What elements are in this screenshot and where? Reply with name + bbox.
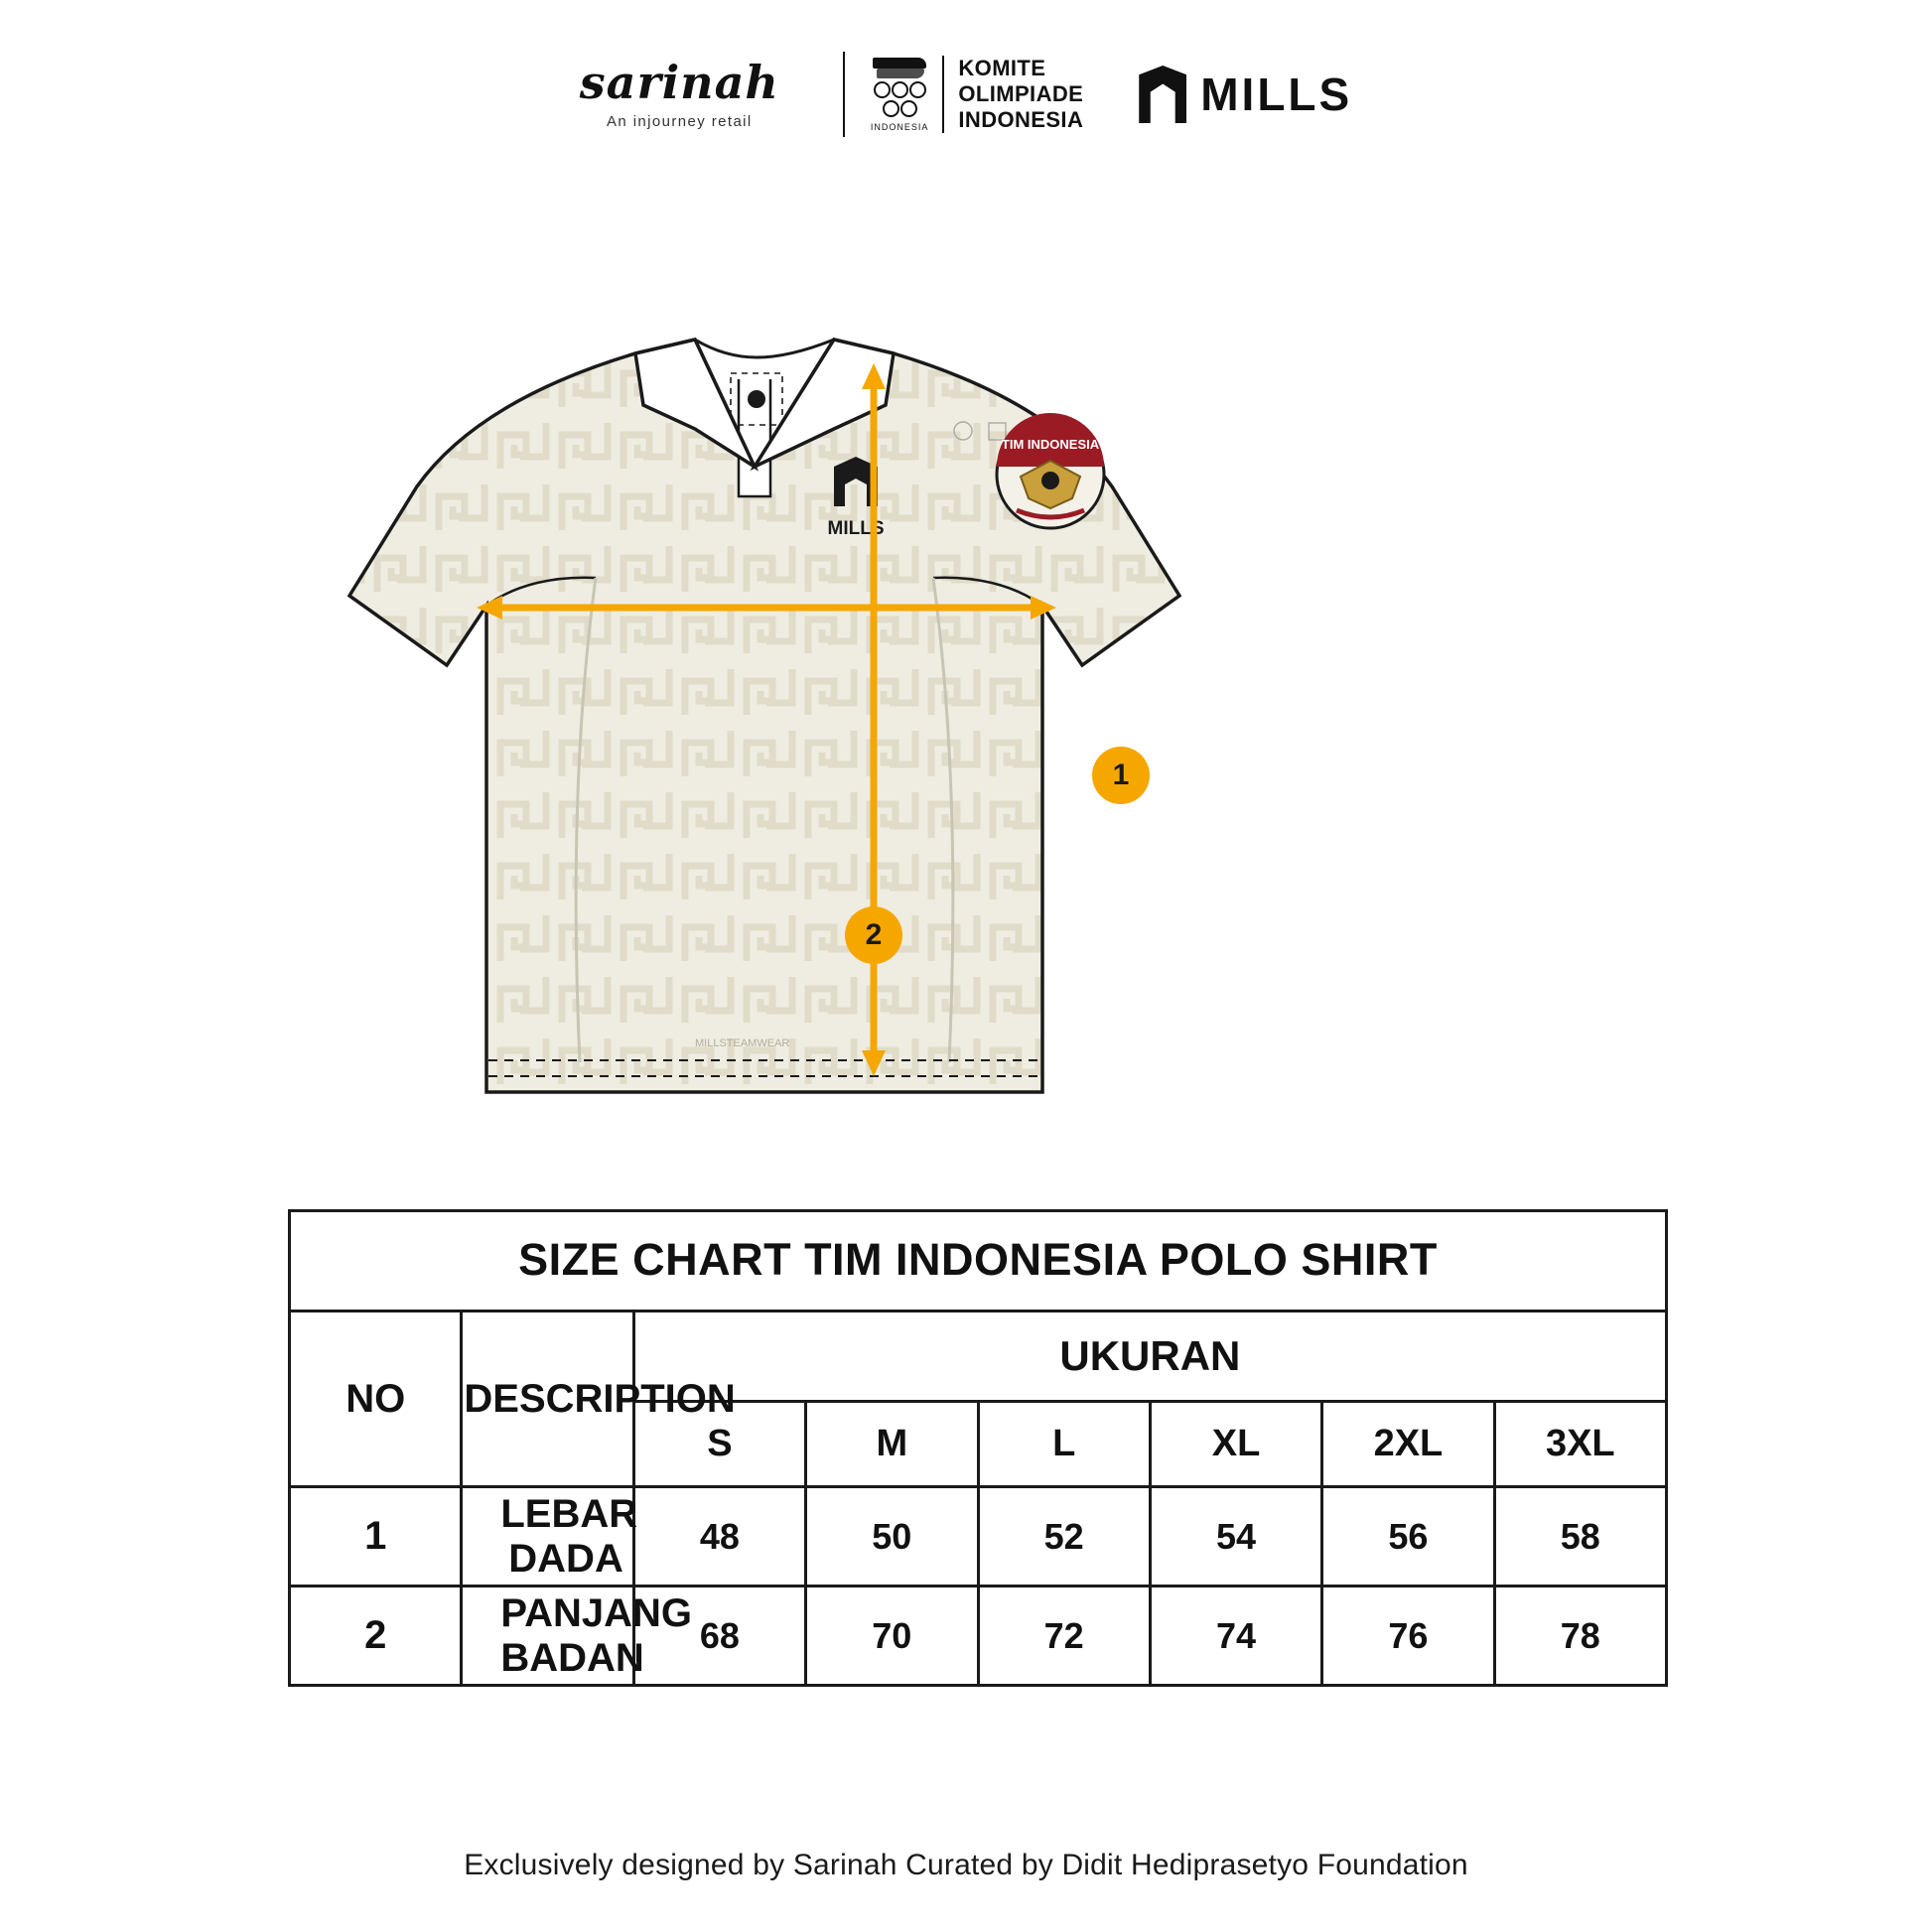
row-2-description: PANJANG BADAN [462, 1587, 633, 1686]
header-size-l: L [978, 1402, 1150, 1487]
size-chart-table-wrapper [288, 1209, 1668, 1687]
row-2-no: 2 [290, 1587, 462, 1686]
koi-wordmark [942, 56, 1083, 133]
row-2-value-m: 70 [806, 1587, 978, 1686]
koi-line-3: INDONESIA [958, 106, 1084, 132]
row-1-value-2xl: 56 [1322, 1487, 1494, 1587]
tim-indonesia-badge [997, 413, 1104, 528]
row-1-no: 1 [290, 1487, 462, 1587]
table-title-row [290, 1211, 1667, 1311]
header-size-xl: XL [1150, 1402, 1321, 1487]
row-1-value-3xl: 58 [1494, 1487, 1666, 1587]
mills-wordmark: MILLS [1200, 69, 1353, 120]
table-row [290, 1587, 1667, 1686]
koi-line-2: OLIMPIADE [958, 81, 1084, 107]
svg-text:TIM INDONESIA: TIM INDONESIA [1001, 437, 1100, 452]
mills-mark-icon [1139, 66, 1186, 123]
mills-logo [1139, 66, 1352, 123]
komite-olimpiade-indonesia-logo [843, 52, 1083, 137]
table-header-row-1 [290, 1311, 1667, 1402]
header-size-m: M [806, 1402, 978, 1487]
header-ukuran: UKURAN [633, 1311, 1666, 1402]
row-2-value-2xl: 76 [1322, 1587, 1494, 1686]
row-2-value-s: 68 [633, 1587, 805, 1686]
olympic-rings-icon [874, 81, 926, 98]
olympic-rings-icon-lower [883, 100, 917, 117]
sarinah-tagline: An injourney retail [606, 112, 753, 130]
koi-sub-label: INDONESIA [870, 121, 929, 132]
row-2-value-3xl: 78 [1494, 1587, 1666, 1686]
size-chart-table [288, 1209, 1668, 1687]
hem-text: MILLSTEAMWEAR [695, 1037, 790, 1049]
koi-emblem [871, 58, 929, 132]
footer-credit: Exclusively designed by Sarinah Curated by Didit Hediprasetyo Foundation [464, 1849, 1468, 1881]
flag-icon [873, 58, 926, 79]
header-size-3xl: 3XL [1494, 1402, 1666, 1487]
header-size-2xl: 2XL [1322, 1402, 1494, 1487]
row-1-value-xl: 54 [1150, 1487, 1321, 1587]
header-no: NO [290, 1311, 462, 1487]
polo-shirt-illustration [0, 169, 1932, 1201]
koi-line-1: KOMITE [958, 56, 1046, 81]
svg-text:MILLS: MILLS [827, 518, 885, 539]
size-chart-title: SIZE CHART TIM INDONESIA POLO SHIRT [290, 1211, 1667, 1311]
sarinah-wordmark: sarinah [579, 55, 779, 109]
row-1-value-m: 50 [806, 1487, 978, 1587]
row-2-value-xl: 74 [1150, 1587, 1321, 1686]
measurement-marker-2: 2 [845, 906, 902, 964]
row-1-value-s: 48 [633, 1487, 805, 1587]
header-description: DESCRIPTION [462, 1311, 633, 1487]
row-1-value-l: 52 [978, 1487, 1150, 1587]
measurement-marker-1: 1 [1092, 747, 1150, 804]
row-2-value-l: 72 [978, 1587, 1150, 1686]
row-1-description: LEBAR DADA [462, 1487, 633, 1587]
header-size-s: S [633, 1402, 805, 1487]
sarinah-logo [579, 55, 797, 130]
table-row [290, 1487, 1667, 1587]
brand-header [0, 40, 1932, 149]
